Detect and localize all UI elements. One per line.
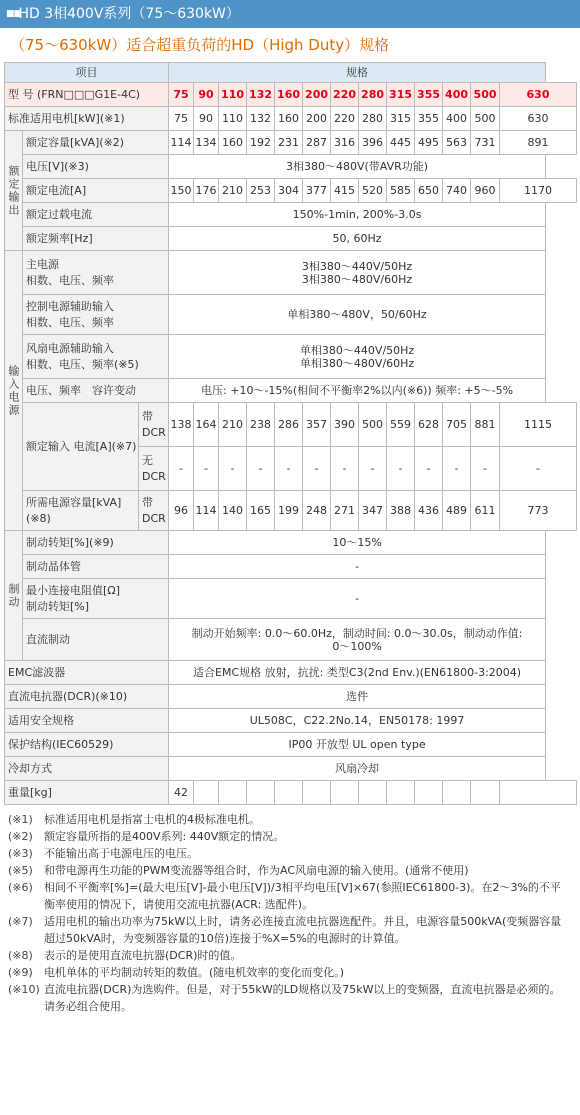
value-cell: 355 (415, 107, 443, 131)
cell-line: 单相380～440V/50Hz (299, 343, 415, 357)
value-cell: 304 (275, 179, 303, 203)
value-cell (471, 781, 500, 805)
value-cell: 1170 (500, 179, 577, 203)
value-cell: - (219, 447, 247, 491)
value-cell: 630 (500, 107, 577, 131)
table-row (5, 83, 577, 107)
value-cell (194, 781, 219, 805)
value-cell: 271 (331, 491, 359, 531)
value-cell: - (169, 447, 194, 491)
current-label: 额定电流[A] (23, 179, 169, 203)
footnote (8, 862, 566, 879)
value-cell: 114 (194, 491, 219, 531)
footnote (8, 845, 566, 862)
value-cell: 520 (359, 179, 387, 203)
value-cell: 500 (359, 403, 387, 447)
value-cell: 176 (194, 179, 219, 203)
value-cell (387, 781, 415, 805)
section-header (0, 0, 580, 28)
protection-value: IP00 开放型 UL open type (169, 733, 546, 757)
value-cell: 563 (443, 131, 471, 155)
value-cell: 114 (169, 131, 194, 155)
footnote-text: 适用电机的输出功率为75kW以上时，请务必连接直流电抗器选配件。并且，电源容量500kVA(变频器容量超过50kVA时，为变频器容量的10倍)连接于%X=5%的电源时的计算值。 (44, 915, 562, 945)
value-cell (359, 781, 387, 805)
value-cell: 231 (275, 131, 303, 155)
footnote-text: 直流电抗器(DCR)为选购件。但是，对于55kW的LD规格以及75kW以上的变频器，直流电抗器是必须的。请务必组合使用。 (44, 983, 561, 1013)
value-cell (443, 781, 471, 805)
value-cell: 960 (471, 179, 500, 203)
main-power-label (23, 251, 169, 295)
value-cell: 585 (387, 179, 415, 203)
emc-value: 适合EMC规格 放射，抗扰: 类型C3(2nd Env.)(EN61800-3:2004) (169, 661, 546, 685)
cooling-value: 风扇冷却 (169, 757, 546, 781)
spec-subtitle: （75～630kW）适合超重负荷的HD（High Duty）规格 (10, 36, 390, 54)
value-cell: 280 (359, 107, 387, 131)
table-row (5, 227, 577, 251)
footnote-key: (※2) (8, 830, 33, 843)
transistor-value: - (169, 555, 546, 579)
cell-line: 相数、电压、频率 (26, 315, 114, 329)
table-row (5, 251, 577, 295)
footnote (8, 828, 566, 845)
value-cell: 611 (471, 491, 500, 531)
value-cell: 357 (303, 403, 331, 447)
with-dcr-label: 带DCR (139, 491, 169, 531)
ctrl-power-value: 单相380～480V，50/60Hz (169, 295, 546, 335)
value-cell: 445 (387, 131, 415, 155)
value-cell: 1115 (500, 403, 577, 447)
footnote-key: (※7) (8, 915, 33, 928)
footnote-key: (※1) (8, 813, 33, 826)
value-cell: 740 (443, 179, 471, 203)
model-cell: 630 (500, 83, 577, 107)
footnote (8, 879, 566, 913)
footnote-text: 额定容量所指的是400V系列: 440V额定的情况。 (44, 830, 285, 843)
value-cell (219, 781, 247, 805)
footnote (8, 964, 566, 981)
value-cell: 286 (275, 403, 303, 447)
freq-label: 额定频率[Hz] (23, 227, 169, 251)
main-power-value (169, 251, 546, 295)
value-cell: 377 (303, 179, 331, 203)
value-cell: 164 (194, 403, 219, 447)
model-label: 型 号 (FRN□□□G1E-4C) (5, 83, 169, 107)
footnote-key: (※3) (8, 847, 33, 860)
table-row (5, 491, 577, 531)
without-dcr-label: 无DCR (139, 447, 169, 491)
footnote-key: (※8) (8, 949, 33, 962)
value-cell: - (359, 447, 387, 491)
model-cell: 200 (303, 83, 331, 107)
weight-label: 重量[kg] (5, 781, 169, 805)
value-cell: - (275, 447, 303, 491)
table-row (5, 685, 577, 709)
table-row (5, 203, 577, 227)
value-cell: 495 (415, 131, 443, 155)
footnote (8, 981, 566, 1015)
value-cell: 489 (443, 491, 471, 531)
cell-line: 相数、电压、频率(※5) (26, 357, 139, 371)
table-row (5, 379, 577, 403)
cell-line: 控制电源辅助输入 (26, 299, 114, 313)
model-cell: 160 (275, 83, 303, 107)
value-cell: 415 (331, 179, 359, 203)
value-cell: 110 (219, 107, 247, 131)
value-cell: 165 (247, 491, 275, 531)
value-cell: 628 (415, 403, 443, 447)
footnote-text: 电机单体的平均制动转矩的数值。(随电机效率的变化而变化。) (44, 966, 345, 979)
model-cell: 355 (415, 83, 443, 107)
value-cell: 559 (387, 403, 415, 447)
table-row (5, 781, 577, 805)
input-current-label: 额定输入 电流[A](※7) (23, 403, 139, 491)
min-resistance-label (23, 579, 169, 619)
voltage-label: 电压[V](※3) (23, 155, 169, 179)
footnote (8, 947, 566, 964)
value-cell: 390 (331, 403, 359, 447)
value-cell: 90 (194, 107, 219, 131)
value-cell: - (303, 447, 331, 491)
cell-line: 制动开始频率: 0.0～60.0Hz，制动时间: 0.0～30.0s，制动动作值: (191, 626, 523, 640)
value-cell (303, 781, 331, 805)
cell-line: 最小连接电阻值[Ω] (26, 583, 120, 597)
dc-brake-value (169, 619, 546, 661)
min-resistance-value: - (169, 579, 546, 619)
spec-table (4, 62, 577, 805)
value-cell: - (247, 447, 275, 491)
model-cell: 400 (443, 83, 471, 107)
value-cell: - (415, 447, 443, 491)
model-cell: 110 (219, 83, 247, 107)
value-cell (275, 781, 303, 805)
table-row (5, 619, 577, 661)
footnote-text: 标准适用电机是指富士电机的4极标准电机。 (44, 813, 260, 826)
bullet-squares-icon: ■■ (6, 9, 22, 19)
fan-power-value (169, 335, 546, 379)
value-cell: 396 (359, 131, 387, 155)
table-row (5, 295, 577, 335)
footnotes (0, 811, 566, 1015)
table-row (5, 155, 577, 179)
cell-line: 3相380～480V/60Hz (301, 272, 413, 286)
dcr-label: 直流电抗器(DCR)(※10) (5, 685, 169, 709)
table-row (5, 733, 577, 757)
cell-line: 主电源 (26, 257, 59, 271)
group-brake: 制动 (5, 531, 23, 661)
value-cell: 388 (387, 491, 415, 531)
value-cell: 347 (359, 491, 387, 531)
value-cell: 705 (443, 403, 471, 447)
footnote-key: (※5) (8, 864, 33, 877)
value-cell: - (443, 447, 471, 491)
col-header-spec: 规格 (169, 63, 546, 83)
table-row (5, 661, 577, 685)
footnote (8, 811, 566, 828)
footnote-key: (※9) (8, 966, 33, 979)
group-output: 额定输出 (5, 131, 23, 251)
footnote-text: 和带电源再生功能的PWM变流器等组合时，作为AC风扇电源的输入使用。(通常不使用) (44, 864, 469, 877)
overload-value: 150%-1min, 200%-3.0s (169, 203, 546, 227)
footnote-key: (※10) (8, 983, 40, 996)
value-cell: 96 (169, 491, 194, 531)
value-cell: 287 (303, 131, 331, 155)
table-row (5, 555, 577, 579)
model-cell: 132 (247, 83, 275, 107)
value-cell: 253 (247, 179, 275, 203)
model-cell: 220 (331, 83, 359, 107)
value-cell: 138 (169, 403, 194, 447)
capacity-label: 额定容量[kVA](※2) (23, 131, 169, 155)
value-cell: 75 (169, 107, 194, 131)
value-cell: 210 (219, 403, 247, 447)
safety-label: 适用安全规格 (5, 709, 169, 733)
group-input: 输入电源 (5, 251, 23, 531)
value-cell: 134 (194, 131, 219, 155)
value-cell: - (500, 447, 577, 491)
cell-line: 0～100% (332, 639, 382, 653)
value-cell: 773 (500, 491, 577, 531)
cell-line: 制动转矩[%] (26, 599, 90, 613)
table-row (5, 107, 577, 131)
value-cell: 238 (247, 403, 275, 447)
ctrl-power-label (23, 295, 169, 335)
torque-label: 制动转矩[%](※9) (23, 531, 169, 555)
col-header-item: 项目 (5, 63, 169, 83)
transistor-label: 制动晶体管 (23, 555, 169, 579)
value-cell: 140 (219, 491, 247, 531)
footnote-text: 相间不平衡率[%]=(最大电压[V]-最小电压[V])/3相平均电压[V]×67(参照IEC61800-3)。在2～3%的不平衡率使用的情况下，请使用交流电抗器(ACR: 选配件)。 (44, 881, 561, 911)
fan-power-label (23, 335, 169, 379)
overload-label: 额定过载电流 (23, 203, 169, 227)
motor-label: 标准适用电机[kW](※1) (5, 107, 169, 131)
table-row (5, 335, 577, 379)
table-row (5, 403, 577, 447)
value-cell: 500 (471, 107, 500, 131)
cell-line: 单相380～480V/60Hz (299, 356, 415, 370)
value-cell: - (471, 447, 500, 491)
dcr-value: 选件 (169, 685, 546, 709)
value-cell: 132 (247, 107, 275, 131)
value-cell: 200 (303, 107, 331, 131)
emc-label: EMC滤波器 (5, 661, 169, 685)
value-cell: 731 (471, 131, 500, 155)
table-row (5, 63, 577, 83)
value-cell: - (387, 447, 415, 491)
torque-value: 10～15% (169, 531, 546, 555)
model-cell: 280 (359, 83, 387, 107)
footnote-text: 不能输出高于电源电压的电压。 (44, 847, 198, 860)
value-cell: 160 (219, 131, 247, 155)
footnote-text: 表示的是使用直流电抗器(DCR)时的值。 (44, 949, 242, 962)
cell-line: 风扇电源辅助输入 (26, 341, 114, 355)
cooling-label: 冷却方式 (5, 757, 169, 781)
value-cell: 160 (275, 107, 303, 131)
protection-label: 保护结构(IEC60529) (5, 733, 169, 757)
with-dcr-label: 带DCR (139, 403, 169, 447)
value-cell (247, 781, 275, 805)
value-cell: 42 (169, 781, 194, 805)
model-cell: 500 (471, 83, 500, 107)
dc-brake-label: 直流制动 (23, 619, 169, 661)
safety-value: UL508C，C22.2No.14，EN50178: 1997 (169, 709, 546, 733)
value-cell: 210 (219, 179, 247, 203)
table-row (5, 531, 577, 555)
footnote (8, 913, 566, 947)
voltage-value: 3相380～480V(带AVR功能) (169, 155, 546, 179)
variation-label: 电压、频率 容许变动 (23, 379, 169, 403)
cell-line: 3相380～440V/50Hz (301, 259, 413, 273)
value-cell: 316 (331, 131, 359, 155)
model-cell: 315 (387, 83, 415, 107)
cell-line: 相数、电压、频率 (26, 273, 114, 287)
footnote-key: (※6) (8, 881, 33, 894)
table-row (5, 757, 577, 781)
table-row (5, 179, 577, 203)
model-cell: 75 (169, 83, 194, 107)
value-cell: 248 (303, 491, 331, 531)
value-cell: - (331, 447, 359, 491)
value-cell: 881 (471, 403, 500, 447)
value-cell: 315 (387, 107, 415, 131)
value-cell: 150 (169, 179, 194, 203)
table-row (5, 709, 577, 733)
value-cell: 650 (415, 179, 443, 203)
value-cell: 220 (331, 107, 359, 131)
value-cell (415, 781, 443, 805)
section-title: HD 3相400V系列（75～630kW） (18, 6, 240, 22)
value-cell: 400 (443, 107, 471, 131)
value-cell: - (194, 447, 219, 491)
model-cell: 90 (194, 83, 219, 107)
value-cell: 192 (247, 131, 275, 155)
value-cell (331, 781, 359, 805)
value-cell: 891 (500, 131, 577, 155)
freq-value: 50, 60Hz (169, 227, 546, 251)
table-row (5, 131, 577, 155)
table-row (5, 579, 577, 619)
value-cell (500, 781, 577, 805)
variation-value: 电压: +10～-15%(相间不平衡率2%以内(※6)) 频率: +5～-5% (169, 379, 546, 403)
required-capacity-label: 所需电源容量[kVA](※8) (23, 491, 139, 531)
value-cell: 199 (275, 491, 303, 531)
value-cell: 436 (415, 491, 443, 531)
